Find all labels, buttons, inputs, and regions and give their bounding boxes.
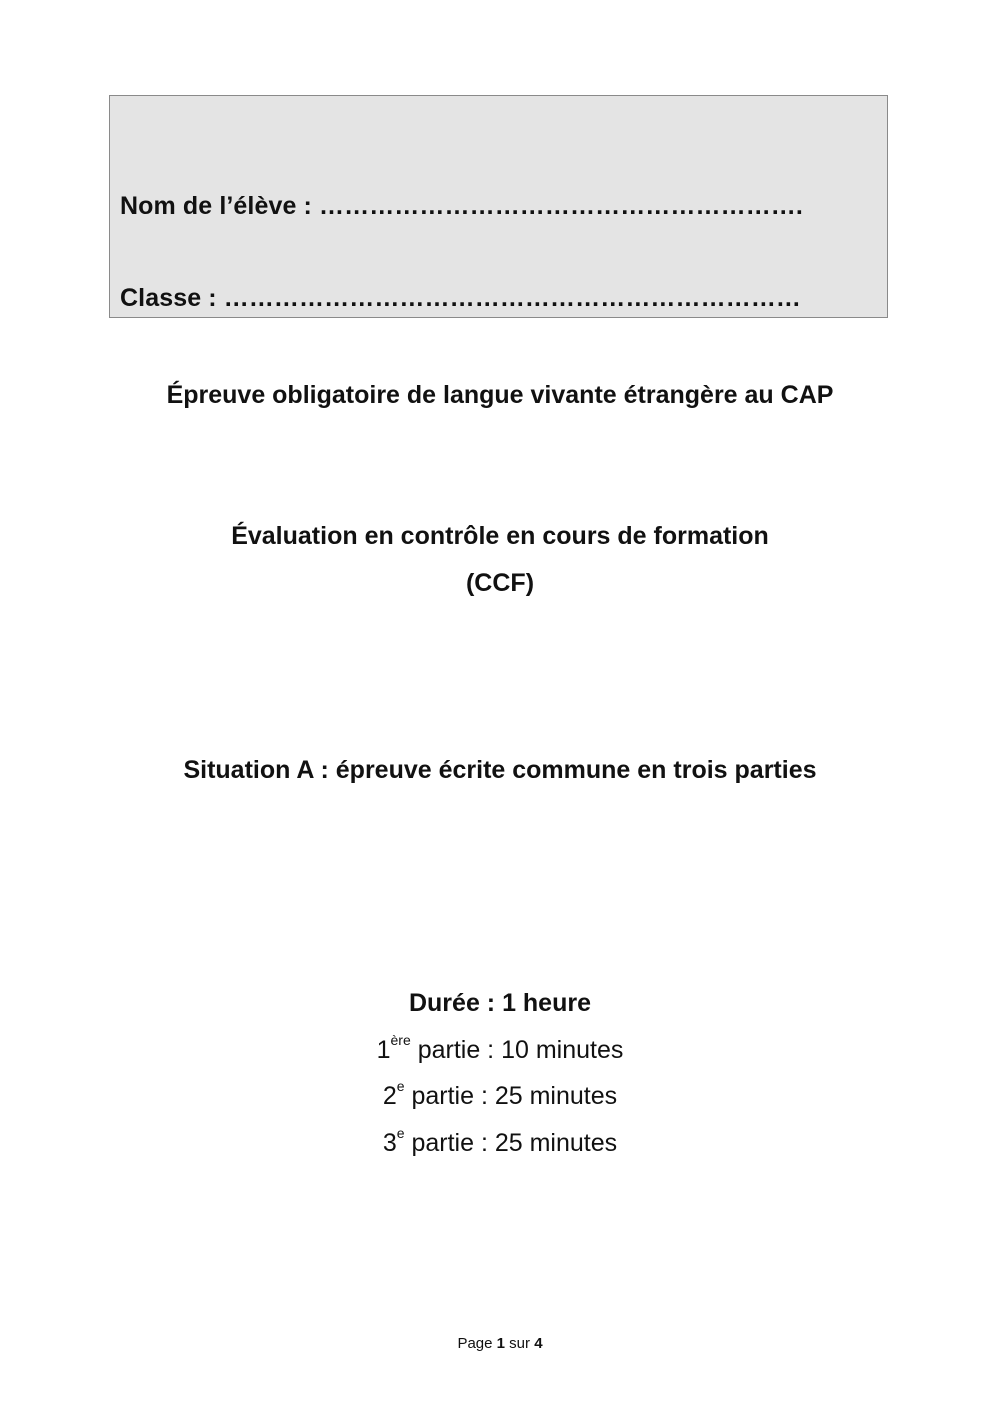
part-text: partie : 25 minutes [404, 1129, 618, 1157]
page-footer [0, 1335, 1000, 1352]
footer-prefix: Page [457, 1335, 497, 1352]
part-ordinal-suffix: ère [390, 1031, 411, 1048]
part-text: partie : 10 minutes [410, 1036, 624, 1064]
total-page-number: 4 [534, 1335, 543, 1352]
exam-title: Épreuve obligatoire de langue vivante étrangère au CAP [166, 381, 834, 409]
student-name-field[interactable]: Nom de l’élève : …………………………………………………. [120, 192, 803, 220]
part-text: partie : 25 minutes [404, 1082, 618, 1110]
part-2-duration [0, 1077, 1000, 1111]
evaluation-title: Évaluation en contrôle en cours de formation [231, 522, 769, 550]
ccf-label: (CCF) [465, 569, 535, 597]
part-1-duration [0, 1031, 1000, 1065]
part-ordinal-suffix: e [396, 1124, 405, 1141]
duration-title: Durée : 1 heure [408, 989, 591, 1017]
part-number: 2 [382, 1082, 397, 1110]
student-class-field[interactable]: Classe : …………………………………………………………… [120, 284, 802, 312]
situation-title: Situation A : épreuve écrite commune en trois parties [183, 756, 817, 784]
part-number: 3 [382, 1129, 397, 1157]
part-3-duration [0, 1124, 1000, 1158]
student-info-box [109, 95, 888, 318]
part-ordinal-suffix: e [396, 1077, 405, 1094]
footer-middle: sur [505, 1335, 535, 1352]
current-page-number: 1 [496, 1335, 505, 1352]
part-number: 1 [376, 1036, 391, 1064]
